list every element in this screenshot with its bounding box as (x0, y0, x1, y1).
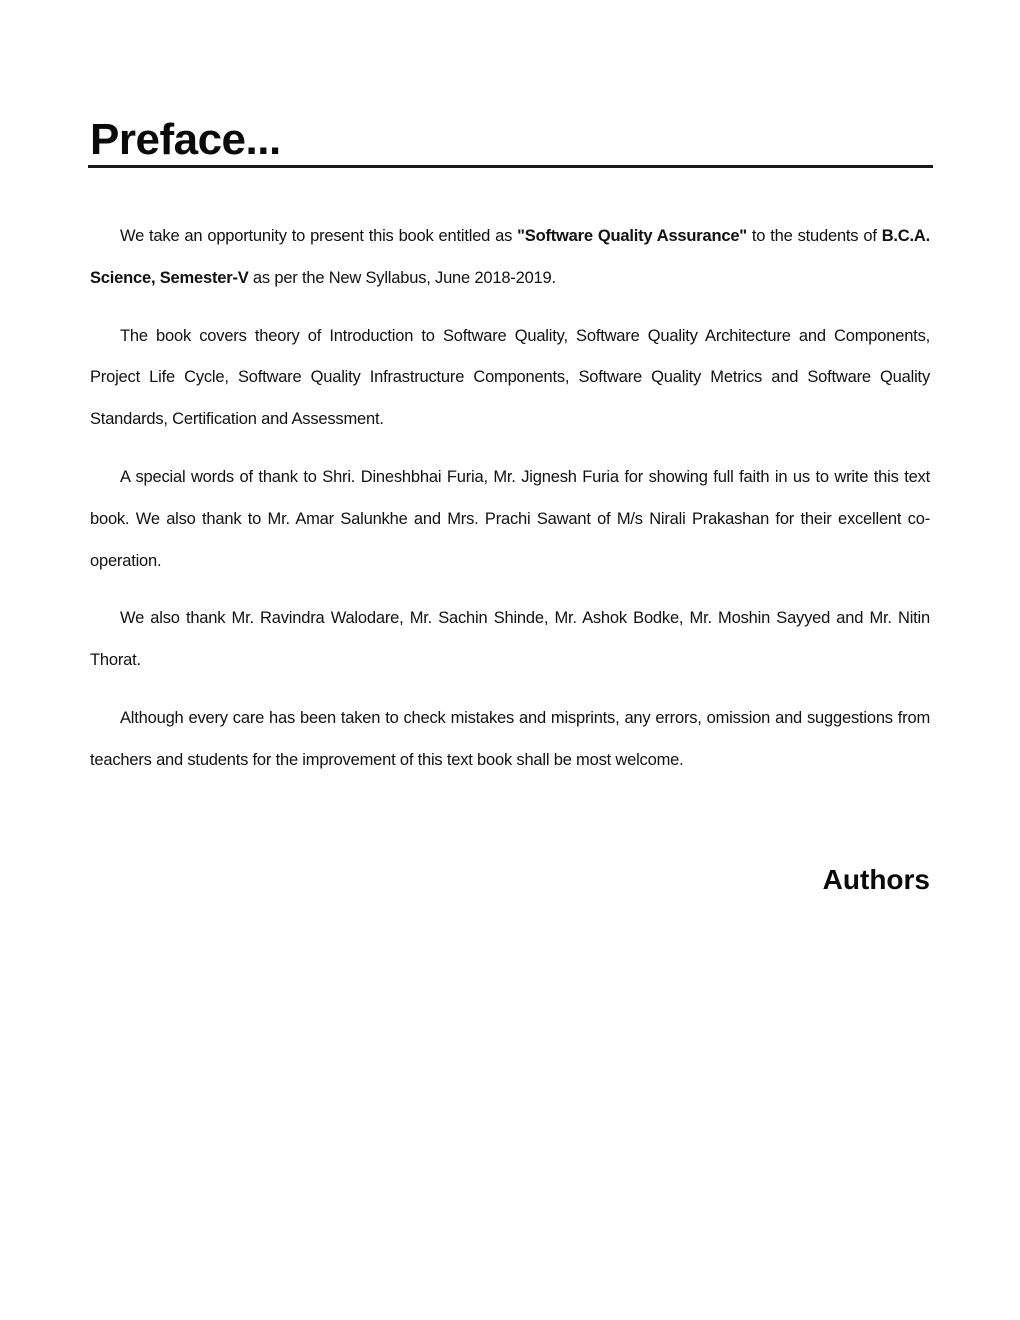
preface-body (90, 216, 930, 798)
text-segment: Although every care has been taken to check mistakes and misprints, any errors, omission and suggestions from teachers and students for the improvement of this text book shall be most welcome. (90, 708, 930, 769)
page-title: Preface... (90, 115, 281, 164)
book-title: "Software Quality Assurance" (517, 227, 747, 245)
course-name: B.C.A. Science, Semester-V (90, 227, 930, 287)
title-underline-divider (88, 165, 933, 168)
paragraph-acknowledgement-publishers (90, 457, 930, 582)
authors-signature: Authors (822, 864, 930, 895)
paragraph-introduction (90, 216, 930, 300)
paragraph-errata-note (90, 698, 930, 782)
paragraph-book-coverage (90, 316, 930, 441)
text-segment: A special words of thank to Shri. Dineshbhai Furia, Mr. Jignesh Furia for showing full faith in us to write this text book. We also thank to Mr. Amar Salunkhe and Mrs. Prachi Sawant of M/s Nirali Prakashan for their excellent co-operation. (90, 467, 930, 570)
text-segment: We take an opportunity to present this book entitled as (120, 227, 518, 245)
text-segment: to the students of (746, 227, 882, 245)
text-segment: The book covers theory of Introduction to Software Quality, Software Quality Architecture and Components, Project Life Cycle, Software Quality Infrastructure Components, Software Quality Metrics and Software Quality Standards, Certification and Assessment. (90, 326, 930, 429)
text-segment: as per the New Syllabus, June 2018-2019. (248, 268, 556, 287)
paragraph-acknowledgement-colleagues (90, 598, 930, 682)
text-segment: We also thank Mr. Ravindra Walodare, Mr. Sachin Shinde, Mr. Ashok Bodke, Mr. Moshin Sayyed and Mr. Nitin Thorat. (90, 609, 930, 670)
